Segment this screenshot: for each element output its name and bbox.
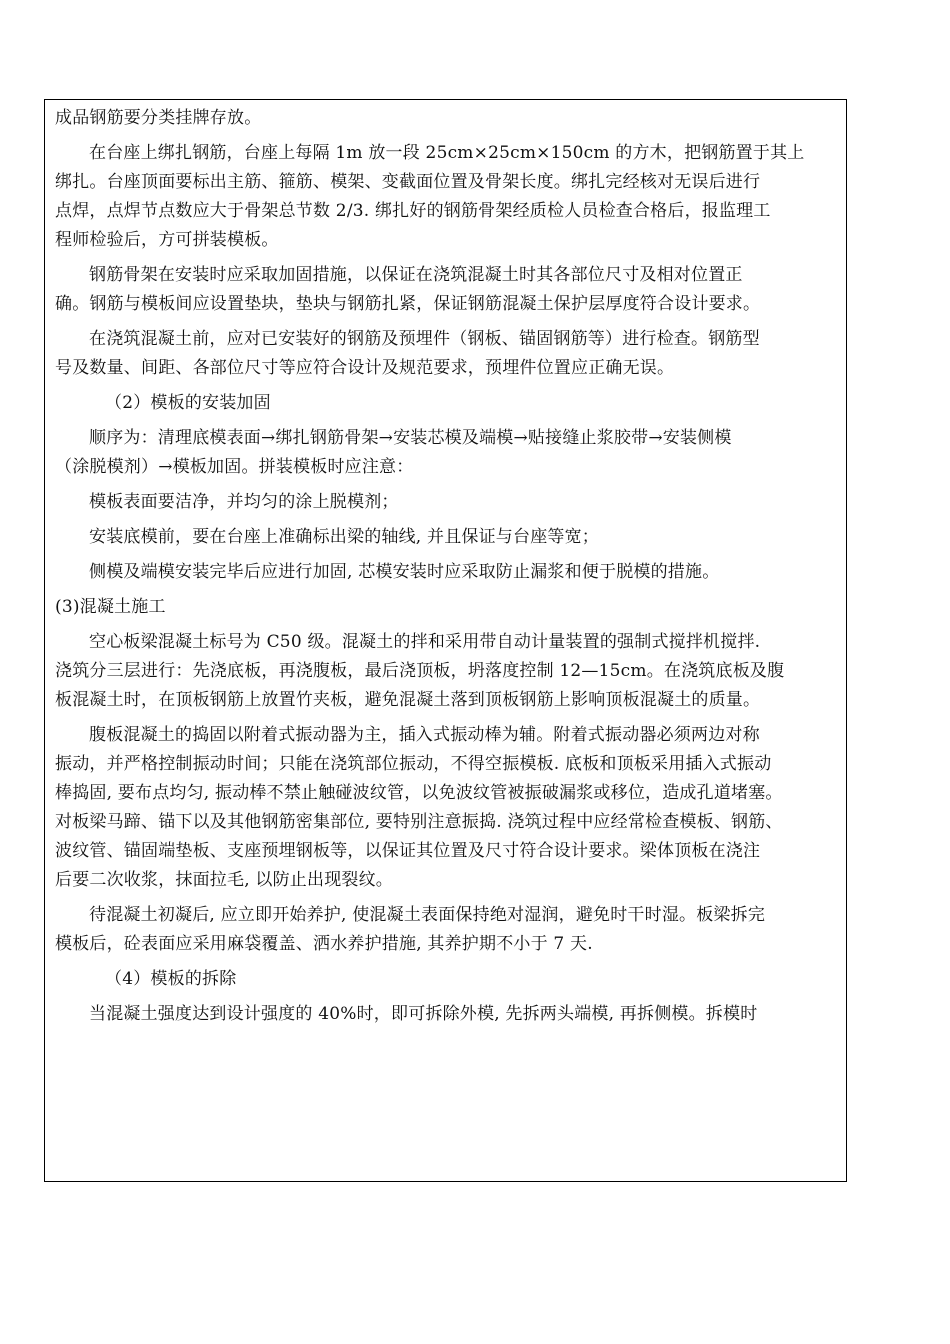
- text-line: 后要二次收浆，抹面拉毛, 以防止出现裂纹。: [55, 870, 394, 890]
- document-frame: [44, 99, 847, 1182]
- text-line: 成品钢筋要分类挂牌存放。: [55, 108, 262, 128]
- text-line: 点焊，点焊节点数应大于骨架总节数 2/3. 绑扎好的钢筋骨架经质检人员检查合格后，报监理工: [55, 201, 771, 221]
- text-line: 待混凝土初凝后, 应立即开始养护, 使混凝土表面保持绝对湿润，避免时干时湿。板梁拆完: [89, 905, 766, 925]
- text-line: 振动，并严格控制振动时间；只能在浇筑部位振动，不得空振模板. 底板和顶板采用插入式振动: [55, 754, 772, 774]
- text-line: 号及数量、间距、各部位尺寸等应符合设计及规范要求，预埋件位置应正确无误。: [55, 358, 675, 378]
- text-line: 腹板混凝土的捣固以附着式振动器为主，插入式振动棒为辅。附着式振动器必须两边对称: [89, 725, 760, 745]
- text-line: 模板后，砼表面应采用麻袋覆盖、洒水养护措施, 其养护期不小于 7 天.: [55, 934, 593, 954]
- text-line: 对板梁马蹄、锚下以及其他钢筋密集部位, 要特别注意振捣. 浇筑过程中应经常检查模板、钢筋、: [55, 812, 783, 832]
- text-line: 在浇筑混凝土前，应对已安装好的钢筋及预埋件（钢板、锚固钢筋等）进行检查。钢筋型: [89, 329, 760, 349]
- text-line: 侧模及端模安装完毕后应进行加固, 芯模安装时应采取防止漏浆和便于脱模的措施。: [89, 562, 720, 582]
- text-line: 程师检验后，方可拼装模板。: [55, 230, 279, 250]
- text-line: 浇筑分三层进行：先浇底板，再浇腹板，最后浇顶板，坍落度控制 12—15cm。在浇筑底板及腹: [55, 661, 785, 681]
- text-line: （涂脱模剂）→模板加固。拼装模板时应注意：: [55, 457, 414, 477]
- text-line: 顺序为：清理底模表面→绑扎钢筋骨架→安装芯模及端模→贴接缝止浆胶带→安装侧模: [89, 428, 732, 448]
- text-line: 钢筋骨架在安装时应采取加固措施，以保证在浇筑混凝土时其各部位尺寸及相对位置正: [89, 265, 743, 285]
- text-line: 板混凝土时，在顶板钢筋上放置竹夹板，避免混凝土落到顶板钢筋上影响顶板混凝土的质量。: [55, 690, 761, 710]
- text-line: 当混凝土强度达到设计强度的 40%时，即可拆除外模, 先拆两头端模, 再拆侧模。拆模时: [89, 1004, 758, 1024]
- text-line: (3)混凝土施工: [55, 597, 166, 617]
- text-line: 模板表面要洁净，并均匀的涂上脱模剂；: [89, 492, 399, 512]
- text-line: 棒捣固, 要布点均匀, 振动棒不禁止触碰波纹管，以免波纹管被振破漏浆或移位，造成孔道堵塞。: [55, 783, 783, 803]
- text-line: 确。钢筋与模板间应设置垫块，垫块与钢筋扎紧，保证钢筋混凝土保护层厚度符合设计要求。: [55, 294, 761, 314]
- document-body: [55, 104, 845, 1029]
- text-line: 安装底模前，要在台座上准确标出梁的轴线, 并且保证与台座等宽；: [89, 527, 600, 547]
- text-line: 波纹管、锚固端垫板、支座预埋钢板等，以保证其位置及尺寸符合设计要求。梁体顶板在浇注: [55, 841, 761, 861]
- text-line: 绑扎。台座顶面要标出主筋、箍筋、模架、变截面位置及骨架长度。绑扎完经核对无误后进行: [55, 172, 761, 192]
- text-line: （4）模板的拆除: [105, 969, 237, 989]
- text-line: 在台座上绑扎钢筋，台座上每隔 1m 放一段 25cm×25cm×150cm 的方木，把钢筋置于其上: [89, 143, 805, 163]
- text-line: 空心板梁混凝土标号为 C50 级。混凝土的拌和采用带自动计量装置的强制式搅拌机搅拌.: [89, 632, 761, 652]
- text-line: （2）模板的安装加固: [105, 393, 271, 413]
